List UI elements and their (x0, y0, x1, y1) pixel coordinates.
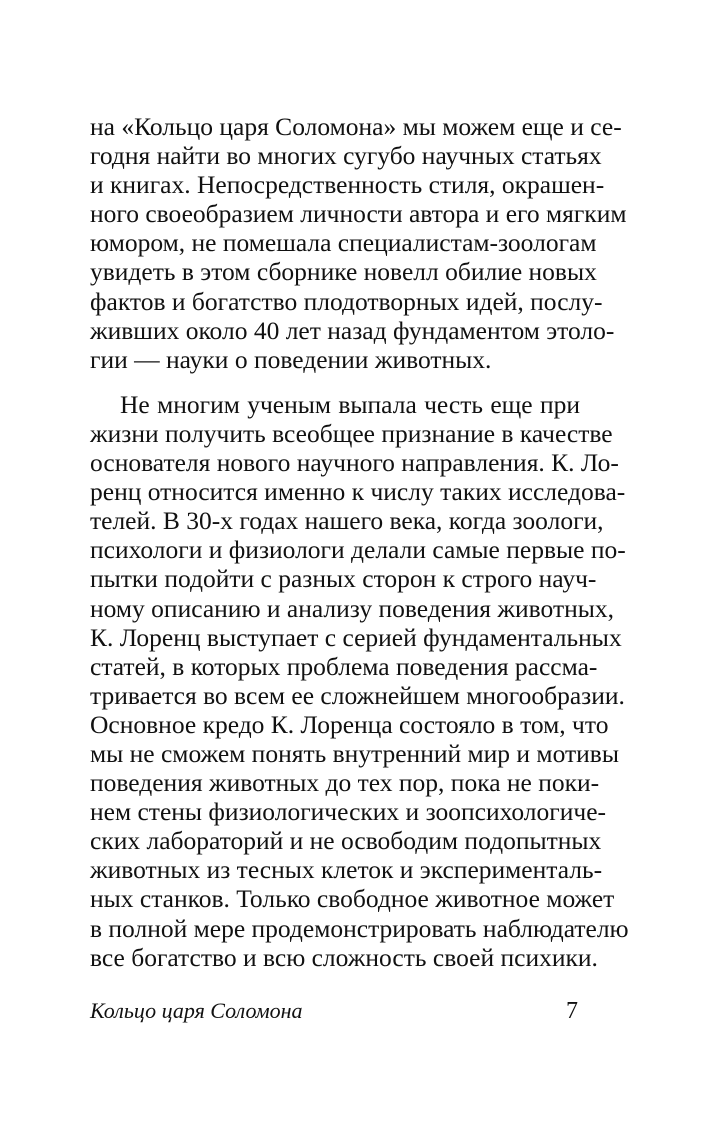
text-line: основателя нового научного направления. К. Ло- (90, 448, 619, 478)
text-line: в полной мере продемонстрировать наблюдателю (90, 913, 629, 943)
text-line: мы не сможем понять внутренний мир и мотивы (90, 738, 619, 768)
text-line: поведения животных до тех пор, пока не поки- (90, 768, 600, 798)
text-line: живших около 40 лет назад фундаментом этоло- (90, 315, 615, 345)
text-line: Основное кредо К. Лоренца состояло в том, что (90, 709, 609, 739)
text-line: все богатство и всю сложность своей психики. (90, 942, 598, 972)
text-line: жизни получить всеобщее признание в качестве (90, 418, 613, 448)
text-line: психологи и физиологи делали самые первые по- (90, 535, 626, 565)
running-title: Кольцо царя Соломона (90, 998, 303, 1023)
text-line: пытки подойти с разных сторон к строго науч- (90, 564, 597, 594)
text-line: телей. В 30-х годах нашего века, когда зоологи, (90, 506, 604, 536)
page-number: 7 (566, 998, 578, 1024)
text-line: ных станков. Только свободное животное может (90, 884, 615, 914)
text-line: на «Кольцо царя Соломона» мы можем еще и се- (90, 112, 622, 141)
page-footer (90, 996, 580, 1026)
text-line: юмором, не помешала специалистам-зоологам (90, 228, 597, 258)
text-line: ному описанию и анализу поведения животных, (90, 593, 614, 623)
text-line: ренц относится именно к числу таких исследова- (90, 477, 626, 507)
paragraph-2 (90, 389, 629, 972)
text-line: К. Лоренц выступает с серией фундаментальных (90, 622, 622, 652)
text-line: статей, в которых проблема поведения рассма- (90, 651, 598, 681)
text-line: годня найти во многих сугубо научных статьях (90, 141, 602, 171)
text-line: ного своеобразием личности автора и его мягким (90, 199, 627, 229)
text-line: тривается во всем ее сложнейшем многообразии. (90, 680, 625, 710)
text-line: животных из тесных клеток и эксперименталь- (90, 855, 603, 885)
text-line: нем стены физиологических и зоопсихологиче- (90, 797, 607, 827)
text-line: фактов и богатство плодотворных идей, послу- (90, 286, 603, 316)
text-line: Не многим ученым выпала честь еще при (120, 389, 580, 419)
text-line: ских лабораторий и не освободим подопытных (90, 826, 602, 856)
paragraph-gap (90, 374, 580, 390)
paragraph-1 (90, 112, 627, 374)
text-line: гии — науки о поведении животных. (90, 344, 492, 374)
page-body (90, 112, 629, 972)
text-line: увидеть в этом сборнике новелл обилие новых (90, 257, 597, 287)
text-line: и книгах. Непосредственность стиля, окрашен- (90, 170, 605, 200)
